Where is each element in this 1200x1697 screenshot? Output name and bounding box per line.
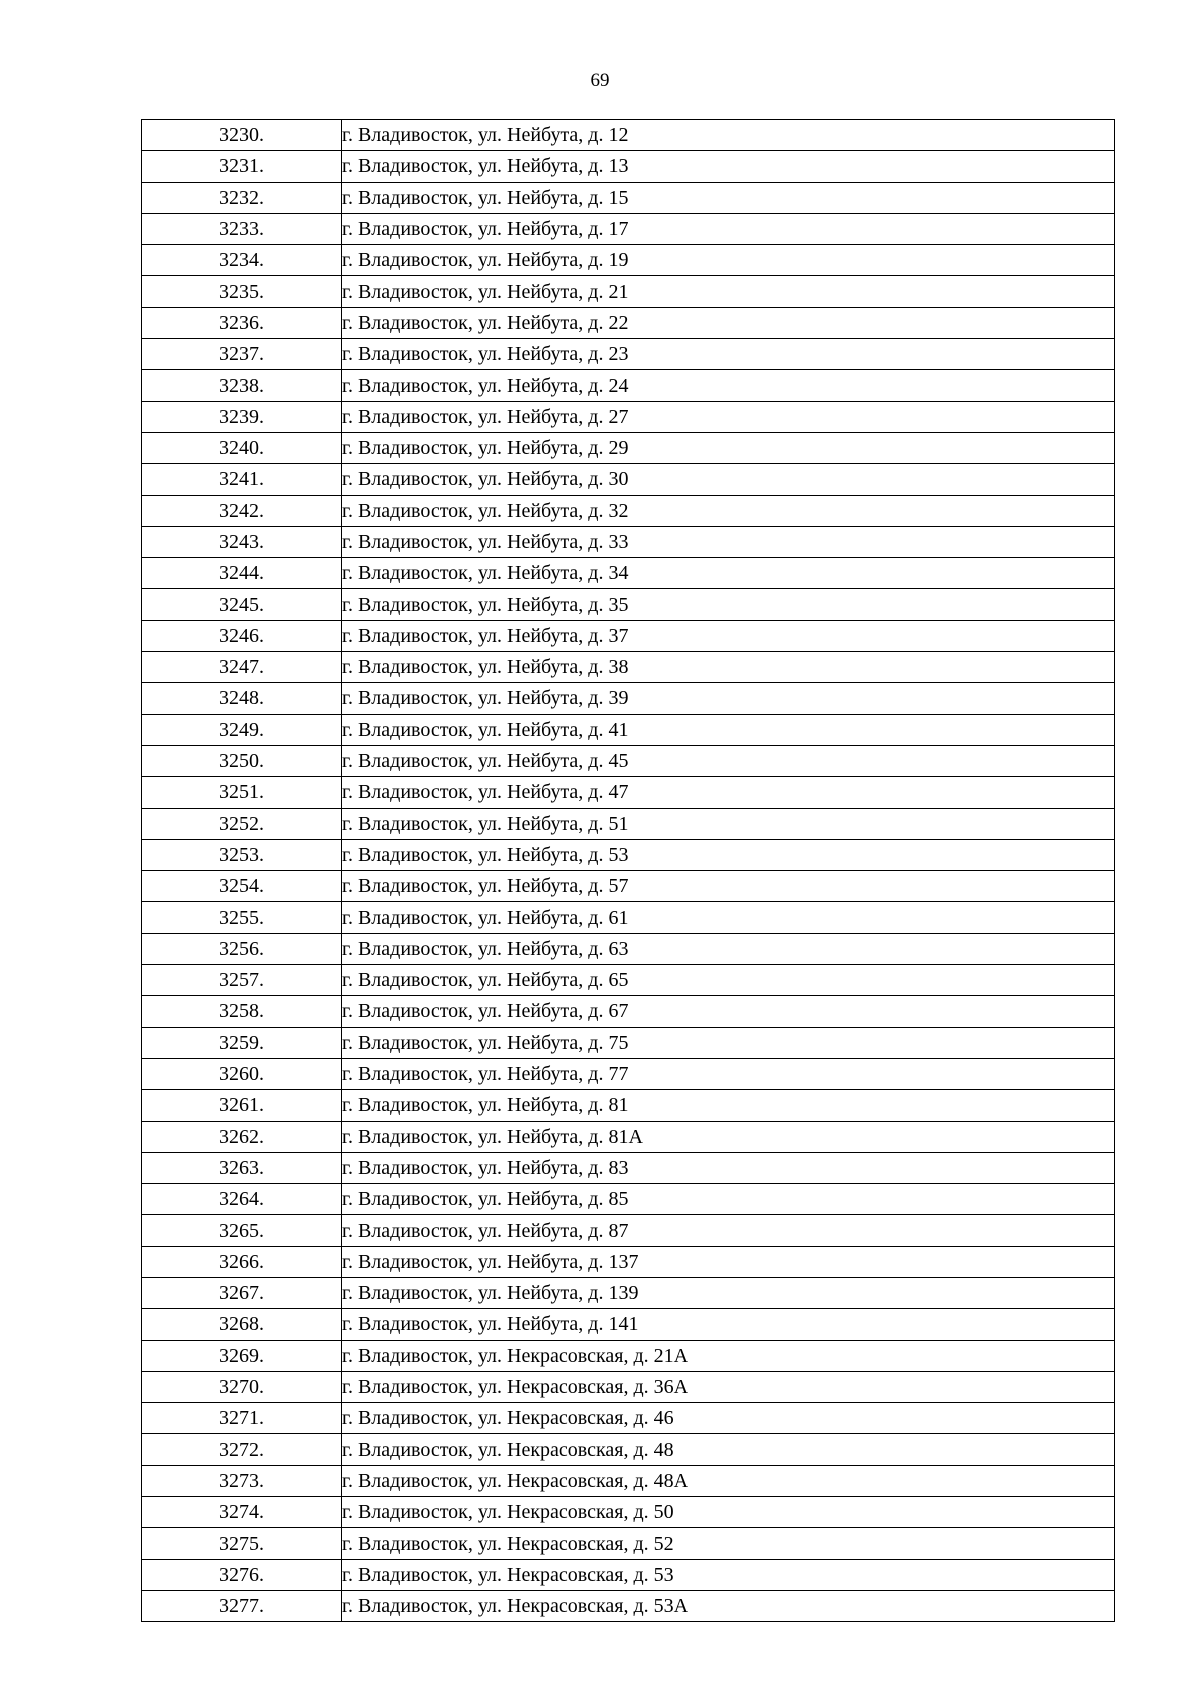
table-row (142, 1465, 1115, 1496)
address-cell: г. Владивосток, ул. Нейбута, д. 27 (342, 401, 1115, 432)
row-number-cell: 3271. (142, 1403, 342, 1434)
table-row (142, 1528, 1115, 1559)
table-row (142, 652, 1115, 683)
table-row (142, 276, 1115, 307)
table-row (142, 996, 1115, 1027)
address-cell: г. Владивосток, ул. Нейбута, д. 17 (342, 213, 1115, 244)
address-cell: г. Владивосток, ул. Нейбута, д. 15 (342, 182, 1115, 213)
table-row (142, 777, 1115, 808)
address-cell: г. Владивосток, ул. Нейбута, д. 22 (342, 307, 1115, 338)
table-row (142, 1590, 1115, 1621)
row-number-cell: 3231. (142, 151, 342, 182)
address-cell: г. Владивосток, ул. Нейбута, д. 141 (342, 1309, 1115, 1340)
table-row (142, 1434, 1115, 1465)
table-row (142, 151, 1115, 182)
address-cell: г. Владивосток, ул. Нейбута, д. 81 (342, 1090, 1115, 1121)
table-row (142, 902, 1115, 933)
row-number-cell: 3250. (142, 745, 342, 776)
address-cell: г. Владивосток, ул. Нейбута, д. 77 (342, 1058, 1115, 1089)
row-number-cell: 3247. (142, 652, 342, 683)
row-number-cell: 3263. (142, 1152, 342, 1183)
table-row (142, 1027, 1115, 1058)
address-cell: г. Владивосток, ул. Некрасовская, д. 21А (342, 1340, 1115, 1371)
address-cell: г. Владивосток, ул. Нейбута, д. 35 (342, 589, 1115, 620)
table-row (142, 245, 1115, 276)
address-cell: г. Владивосток, ул. Некрасовская, д. 48А (342, 1465, 1115, 1496)
address-cell: г. Владивосток, ул. Нейбута, д. 139 (342, 1277, 1115, 1308)
address-cell: г. Владивосток, ул. Некрасовская, д. 50 (342, 1497, 1115, 1528)
table-row (142, 589, 1115, 620)
table-row (142, 1090, 1115, 1121)
address-cell: г. Владивосток, ул. Нейбута, д. 34 (342, 558, 1115, 589)
row-number-cell: 3266. (142, 1246, 342, 1277)
address-table (141, 119, 1115, 1622)
address-cell: г. Владивосток, ул. Нейбута, д. 23 (342, 339, 1115, 370)
table-row (142, 839, 1115, 870)
address-cell: г. Владивосток, ул. Нейбута, д. 75 (342, 1027, 1115, 1058)
table-row (142, 871, 1115, 902)
row-number-cell: 3242. (142, 495, 342, 526)
address-cell: г. Владивосток, ул. Нейбута, д. 30 (342, 464, 1115, 495)
table-row (142, 1309, 1115, 1340)
address-cell: г. Владивосток, ул. Нейбута, д. 51 (342, 808, 1115, 839)
row-number-cell: 3255. (142, 902, 342, 933)
table-row (142, 714, 1115, 745)
address-cell: г. Владивосток, ул. Нейбута, д. 29 (342, 432, 1115, 463)
address-cell: г. Владивосток, ул. Некрасовская, д. 48 (342, 1434, 1115, 1465)
address-cell: г. Владивосток, ул. Некрасовская, д. 53 (342, 1559, 1115, 1590)
row-number-cell: 3238. (142, 370, 342, 401)
table-row (142, 558, 1115, 589)
address-cell: г. Владивосток, ул. Нейбута, д. 38 (342, 652, 1115, 683)
row-number-cell: 3261. (142, 1090, 342, 1121)
table-row (142, 464, 1115, 495)
address-cell: г. Владивосток, ул. Нейбута, д. 13 (342, 151, 1115, 182)
row-number-cell: 3269. (142, 1340, 342, 1371)
address-cell: г. Владивосток, ул. Нейбута, д. 67 (342, 996, 1115, 1027)
row-number-cell: 3240. (142, 432, 342, 463)
row-number-cell: 3274. (142, 1497, 342, 1528)
row-number-cell: 3251. (142, 777, 342, 808)
table-row (142, 965, 1115, 996)
table-row (142, 933, 1115, 964)
row-number-cell: 3249. (142, 714, 342, 745)
address-cell: г. Владивосток, ул. Нейбута, д. 24 (342, 370, 1115, 401)
row-number-cell: 3248. (142, 683, 342, 714)
row-number-cell: 3275. (142, 1528, 342, 1559)
row-number-cell: 3236. (142, 307, 342, 338)
address-cell: г. Владивосток, ул. Некрасовская, д. 53А (342, 1590, 1115, 1621)
row-number-cell: 3267. (142, 1277, 342, 1308)
address-cell: г. Владивосток, ул. Некрасовская, д. 46 (342, 1403, 1115, 1434)
table-row (142, 1152, 1115, 1183)
row-number-cell: 3243. (142, 526, 342, 557)
row-number-cell: 3277. (142, 1590, 342, 1621)
table-row (142, 1371, 1115, 1402)
table-row (142, 1184, 1115, 1215)
table-row (142, 339, 1115, 370)
address-cell: г. Владивосток, ул. Нейбута, д. 19 (342, 245, 1115, 276)
row-number-cell: 3256. (142, 933, 342, 964)
page-number: 69 (590, 70, 610, 91)
address-cell: г. Владивосток, ул. Нейбута, д. 12 (342, 120, 1115, 151)
address-cell: г. Владивосток, ул. Нейбута, д. 21 (342, 276, 1115, 307)
address-cell: г. Владивосток, ул. Нейбута, д. 87 (342, 1215, 1115, 1246)
row-number-cell: 3257. (142, 965, 342, 996)
row-number-cell: 3245. (142, 589, 342, 620)
table-row (142, 1058, 1115, 1089)
address-cell: г. Владивосток, ул. Нейбута, д. 37 (342, 620, 1115, 651)
row-number-cell: 3235. (142, 276, 342, 307)
row-number-cell: 3265. (142, 1215, 342, 1246)
table-row (142, 182, 1115, 213)
table-row (142, 401, 1115, 432)
row-number-cell: 3264. (142, 1184, 342, 1215)
row-number-cell: 3268. (142, 1309, 342, 1340)
row-number-cell: 3237. (142, 339, 342, 370)
table-row (142, 745, 1115, 776)
address-cell: г. Владивосток, ул. Нейбута, д. 61 (342, 902, 1115, 933)
row-number-cell: 3276. (142, 1559, 342, 1590)
row-number-cell: 3254. (142, 871, 342, 902)
address-cell: г. Владивосток, ул. Нейбута, д. 39 (342, 683, 1115, 714)
table-row (142, 808, 1115, 839)
row-number-cell: 3230. (142, 120, 342, 151)
address-cell: г. Владивосток, ул. Нейбута, д. 53 (342, 839, 1115, 870)
table-row (142, 1246, 1115, 1277)
address-cell: г. Владивосток, ул. Некрасовская, д. 36А (342, 1371, 1115, 1402)
row-number-cell: 3273. (142, 1465, 342, 1496)
row-number-cell: 3246. (142, 620, 342, 651)
address-cell: г. Владивосток, ул. Нейбута, д. 45 (342, 745, 1115, 776)
address-cell: г. Владивосток, ул. Нейбута, д. 57 (342, 871, 1115, 902)
address-cell: г. Владивосток, ул. Нейбута, д. 81А (342, 1121, 1115, 1152)
row-number-cell: 3272. (142, 1434, 342, 1465)
table-row (142, 307, 1115, 338)
row-number-cell: 3260. (142, 1058, 342, 1089)
address-cell: г. Владивосток, ул. Нейбута, д. 65 (342, 965, 1115, 996)
table-row (142, 1277, 1115, 1308)
table-row (142, 1340, 1115, 1371)
table-row (142, 1559, 1115, 1590)
row-number-cell: 3259. (142, 1027, 342, 1058)
row-number-cell: 3258. (142, 996, 342, 1027)
row-number-cell: 3232. (142, 182, 342, 213)
table-row (142, 495, 1115, 526)
table-row (142, 1403, 1115, 1434)
address-cell: г. Владивосток, ул. Нейбута, д. 63 (342, 933, 1115, 964)
address-cell: г. Владивосток, ул. Нейбута, д. 41 (342, 714, 1115, 745)
table-row (142, 1121, 1115, 1152)
address-cell: г. Владивосток, ул. Некрасовская, д. 52 (342, 1528, 1115, 1559)
row-number-cell: 3252. (142, 808, 342, 839)
row-number-cell: 3239. (142, 401, 342, 432)
table-row (142, 370, 1115, 401)
row-number-cell: 3233. (142, 213, 342, 244)
row-number-cell: 3241. (142, 464, 342, 495)
row-number-cell: 3244. (142, 558, 342, 589)
address-cell: г. Владивосток, ул. Нейбута, д. 85 (342, 1184, 1115, 1215)
table-row (142, 1497, 1115, 1528)
address-cell: г. Владивосток, ул. Нейбута, д. 137 (342, 1246, 1115, 1277)
table-row (142, 526, 1115, 557)
row-number-cell: 3270. (142, 1371, 342, 1402)
table-row (142, 683, 1115, 714)
table-row (142, 120, 1115, 151)
table-row (142, 1215, 1115, 1246)
address-cell: г. Владивосток, ул. Нейбута, д. 32 (342, 495, 1115, 526)
table-row (142, 620, 1115, 651)
row-number-cell: 3262. (142, 1121, 342, 1152)
address-cell: г. Владивосток, ул. Нейбута, д. 83 (342, 1152, 1115, 1183)
row-number-cell: 3253. (142, 839, 342, 870)
table-row (142, 213, 1115, 244)
table-row (142, 432, 1115, 463)
row-number-cell: 3234. (142, 245, 342, 276)
address-table-body (142, 120, 1115, 1622)
address-cell: г. Владивосток, ул. Нейбута, д. 47 (342, 777, 1115, 808)
address-cell: г. Владивосток, ул. Нейбута, д. 33 (342, 526, 1115, 557)
